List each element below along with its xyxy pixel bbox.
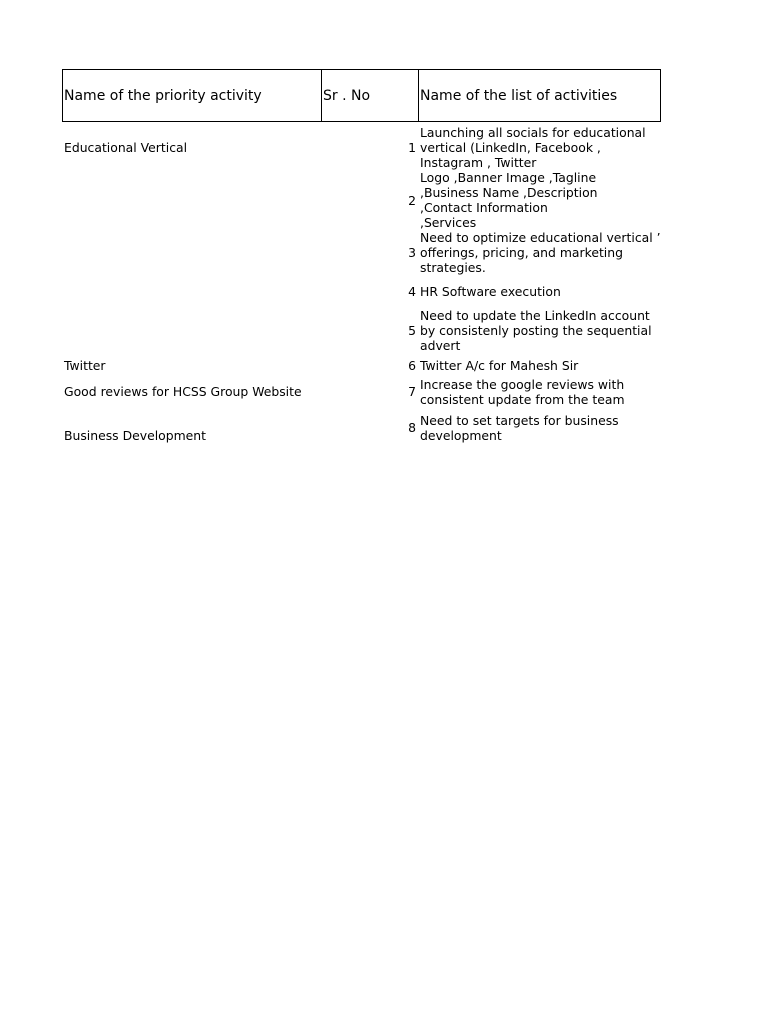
sr-no: 1: [408, 140, 416, 155]
activity-item: Need to update the LinkedIn account by consistenly posting the sequential advert: [420, 308, 652, 353]
activity-item: Twitter A/c for Mahesh Sir: [420, 358, 579, 373]
priority-activity: Good reviews for HCSS Group Website: [64, 384, 302, 399]
sr-no: 7: [408, 384, 416, 399]
activity-item: Need to optimize educational vertical ’ offerings, pricing, and marketing strategies.: [420, 230, 661, 275]
header-priority-activity: Name of the priority activity: [64, 88, 262, 104]
sr-no: 2: [408, 193, 416, 208]
header-divider: [321, 70, 322, 121]
header-divider: [418, 70, 419, 121]
activity-item: Logo ,Banner Image ,Tagline ,Business Name ,Description ,Contact Information ,Services: [420, 170, 598, 230]
priority-activity: Twitter: [64, 358, 106, 373]
sr-no: 8: [408, 420, 416, 435]
activity-item: HR Software execution: [420, 284, 561, 299]
activity-item: Increase the google reviews with consistent update from the team: [420, 377, 625, 407]
sr-no: 3: [408, 245, 416, 260]
priority-activity: Business Development: [64, 428, 206, 443]
activity-item: Need to set targets for business development: [420, 413, 619, 443]
activity-item: Launching all socials for educational vertical (LinkedIn, Facebook , Instagram , Twitter: [420, 125, 646, 170]
sr-no: 4: [408, 284, 416, 299]
sr-no: 5: [408, 323, 416, 338]
header-list-of-activities: Name of the list of activities: [420, 88, 618, 104]
table-header: [62, 69, 661, 122]
header-sr-no: Sr . No: [323, 88, 371, 104]
priority-activity: Educational Vertical: [64, 140, 188, 155]
sr-no: 6: [408, 358, 416, 373]
